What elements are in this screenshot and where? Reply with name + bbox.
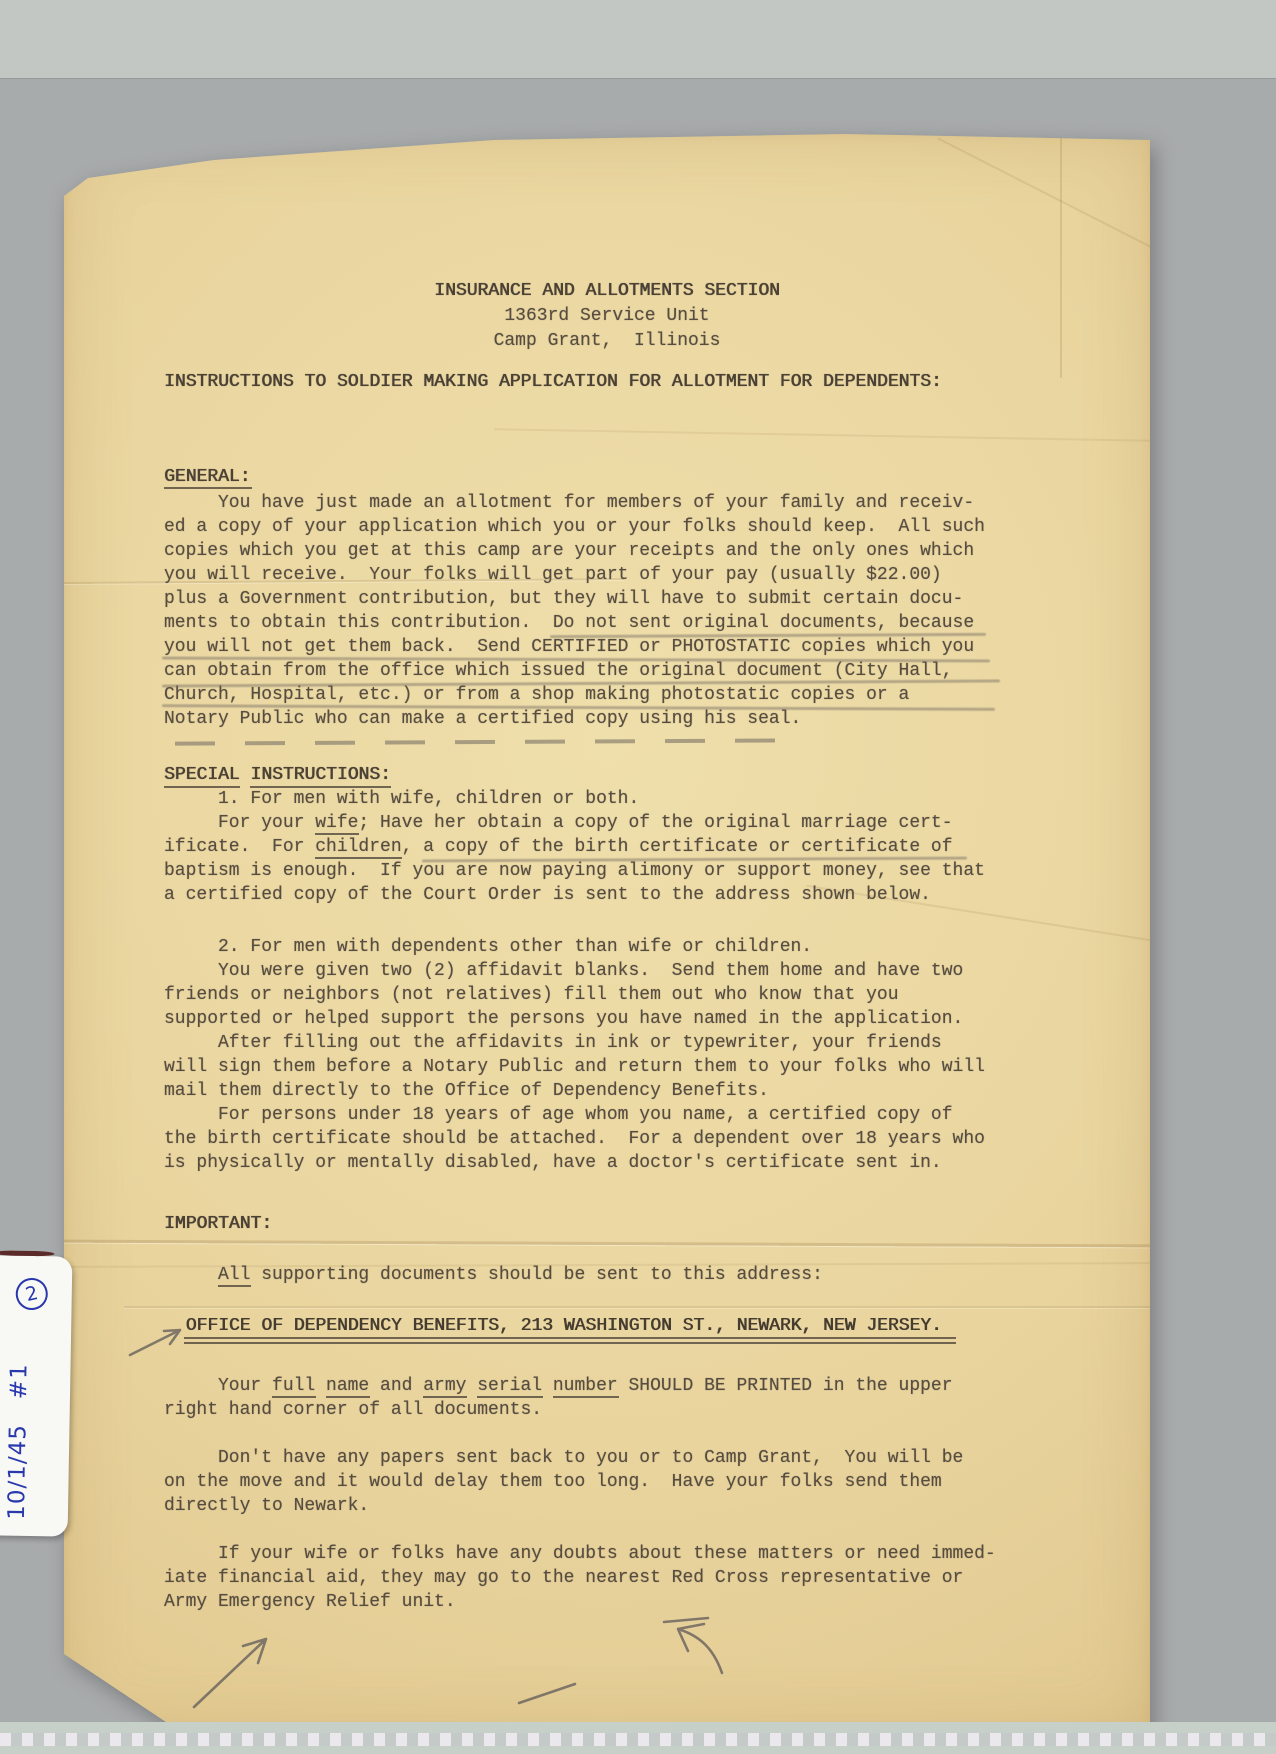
text-line: supported or helped support the persons you have named in the application. <box>164 1009 964 1029</box>
text-line: If your wife or folks have any doubts about these matters or need immed- <box>164 1544 996 1564</box>
side-label-sticker <box>0 1255 72 1536</box>
section-heading-special: SPECIAL INSTRUCTIONS: <box>164 765 391 785</box>
underline-instructions <box>250 786 391 788</box>
text-line: After filling out the affidavits in ink or typewriter, your friends <box>164 1033 942 1053</box>
text-line: copies which you get at this camp are your receipts and the only ones which <box>164 541 975 561</box>
text-line: you will not get them back. Send CERTIFIED or PHOTOSTATIC copies which you <box>164 637 975 657</box>
text-line: can obtain from the office which issued the original document (City Hall, <box>164 661 953 681</box>
text-line: friends or neighbors (not relatives) fill them out who know that you <box>164 985 899 1005</box>
text-line: will sign them before a Notary Public and return them to your folks who will <box>164 1057 985 1077</box>
text-line: the birth certificate should be attached. For a dependent over 18 years who <box>164 1129 985 1149</box>
header-line: 1363rd Service Unit <box>504 306 710 326</box>
underline-all <box>218 1285 251 1287</box>
underline-full <box>272 1396 316 1398</box>
underline-special <box>164 786 240 788</box>
text-line: Army Emergency Relief unit. <box>164 1592 456 1612</box>
text-line: you will receive. Your folks will get part of your pay (usually $22.00) <box>164 565 942 585</box>
text-line: Notary Public who can make a certified copy using his seal. <box>164 709 802 729</box>
fold-crease <box>937 137 1161 252</box>
text-line: All supporting documents should be sent to this address: <box>164 1265 823 1285</box>
album-page-dots <box>0 1733 1276 1746</box>
section-heading-important: IMPORTANT: <box>164 1214 273 1234</box>
scanner-background-top-band <box>0 0 1276 79</box>
underline-number <box>553 1396 619 1398</box>
underline-children <box>315 857 402 859</box>
text-line: For persons under 18 years of age whom you name, a certified copy of <box>164 1105 953 1125</box>
fold-crease <box>64 1240 1150 1248</box>
text-line: ments to obtain this contribution. Do not sent original documents, because <box>164 613 975 633</box>
text-line: right hand corner of all documents. <box>164 1400 543 1420</box>
text-line: on the move and it would delay them too long. Have your folks send them <box>164 1472 942 1492</box>
album-page-edge-strip <box>0 1722 1276 1754</box>
underline-address-2 <box>184 1342 956 1344</box>
fold-crease <box>494 428 1154 442</box>
header-line: Camp Grant, Illinois <box>493 331 721 351</box>
text-line: You were given two (2) affidavit blanks. Send them home and have two <box>164 961 964 981</box>
header-line: INSURANCE AND ALLOTMENTS SECTION <box>434 281 780 301</box>
mailing-address-line: OFFICE OF DEPENDENCY BENEFITS, 213 WASHINGTON ST., NEWARK, NEW JERSEY. <box>164 1316 942 1336</box>
underline-army <box>423 1396 467 1398</box>
fold-crease <box>124 1306 1150 1308</box>
text-line: baptism is enough. If you are now paying alimony or support money, see that <box>164 861 985 881</box>
text-line: 2. For men with dependents other than wife or children. <box>164 937 813 957</box>
underline-serial <box>477 1396 543 1398</box>
text-line: Church, Hospital, etc.) or from a shop making photostatic copies or a <box>164 685 910 705</box>
text-line: is physically or mentally disabled, have a doctor's certificate sent in. <box>164 1153 942 1173</box>
text-line: directly to Newark. <box>164 1496 370 1516</box>
text-line: 1. For men with wife, children or both. <box>164 789 640 809</box>
text-line: For your wife; Have her obtain a copy of the original marriage cert- <box>164 813 953 833</box>
text-line: ificate. For children, a copy of the birth certificate or certificate of <box>164 837 953 857</box>
underline-name <box>326 1396 370 1398</box>
text-line: You have just made an allotment for members of your family and receiv- <box>164 493 975 513</box>
text-line: mail them directly to the Office of Dependency Benefits. <box>164 1081 769 1101</box>
text-line: iate financial aid, they may go to the nearest Red Cross representative or <box>164 1568 964 1588</box>
label-handwritten-text: 10/1/45 #1 <box>3 1363 33 1520</box>
underline-general <box>164 487 252 489</box>
document-title: INSTRUCTIONS TO SOLDIER MAKING APPLICATION FOR ALLOTMENT FOR DEPENDENTS: <box>164 372 942 392</box>
text-line: a certified copy of the Court Order is sent to the address shown below. <box>164 885 931 905</box>
text-line: ed a copy of your application which you or your folks should keep. All such <box>164 517 985 537</box>
underline-address-1 <box>184 1337 956 1339</box>
text-line: plus a Government contribution, but they will have to submit certain docu- <box>164 589 964 609</box>
label-circled-number: 2 <box>13 1275 51 1313</box>
text-line: Your full name and army serial number SHOULD BE PRINTED in the upper <box>164 1376 953 1396</box>
text-line: Don't have any papers sent back to you or to Camp Grant, You will be <box>164 1448 964 1468</box>
underline-wife <box>315 833 359 835</box>
section-heading-general: GENERAL: <box>164 467 251 487</box>
